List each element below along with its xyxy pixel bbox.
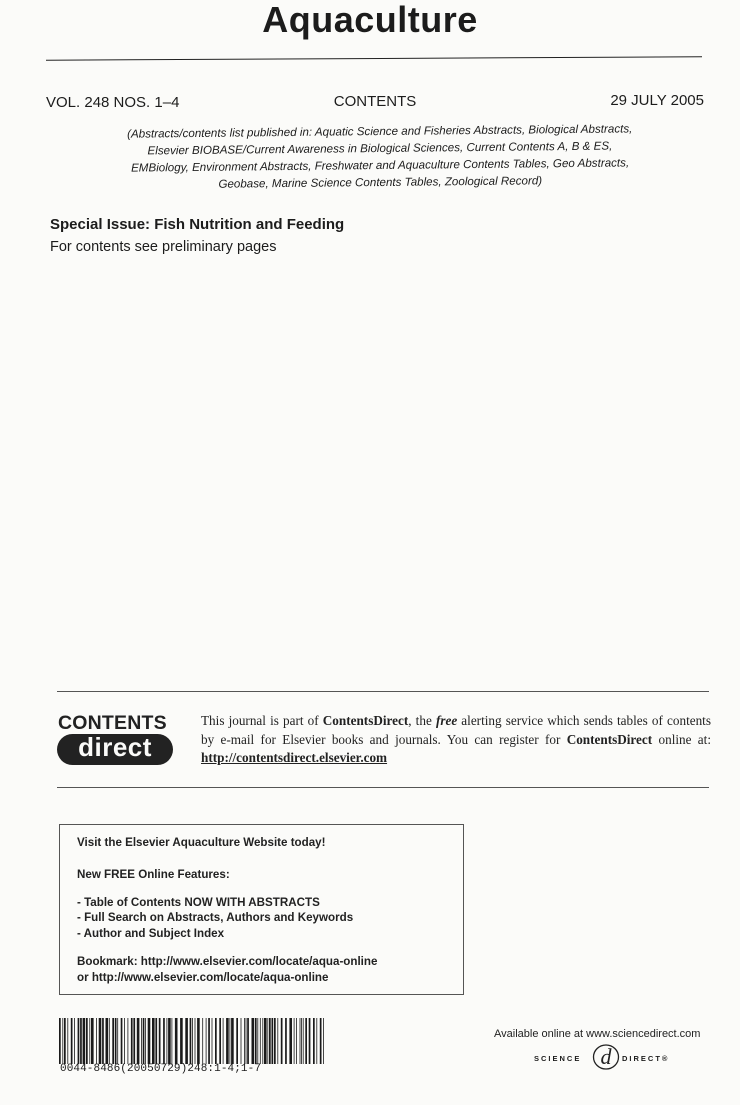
barcode-bar: [289, 1018, 292, 1064]
barcode-bar: [80, 1018, 82, 1064]
abstracts-note-line: Elsevier BIOBASE/Current Awareness in Biological Sciences, Current Contents A, B & ES,: [147, 139, 613, 158]
barcode: [59, 1018, 324, 1064]
barcode-bar: [99, 1018, 102, 1064]
barcode-bar: [309, 1018, 311, 1064]
promo-headline: Visit the Elsevier Aquaculture Website today!: [77, 836, 326, 849]
barcode-bar: [137, 1018, 140, 1064]
header-rule: [46, 56, 702, 60]
barcode-bar: [172, 1018, 173, 1064]
barcode-bar: [163, 1018, 165, 1064]
barcode-bar: [59, 1018, 61, 1064]
barcode-bar: [159, 1018, 161, 1064]
barcode-bar: [86, 1018, 88, 1064]
barcode-bar: [206, 1018, 207, 1064]
barcode-bar: [215, 1018, 217, 1064]
barcode-bar: [152, 1018, 155, 1064]
barcode-bar: [89, 1018, 90, 1064]
available-online-text: Available online at www.sciencedirect.com: [494, 1028, 701, 1040]
barcode-bar: [313, 1018, 315, 1064]
website-promo-box: [59, 824, 464, 995]
barcode-bar: [131, 1018, 133, 1064]
barcode-bar: [143, 1018, 145, 1064]
barcode-bar: [155, 1018, 157, 1064]
barcode-bar: [230, 1018, 231, 1064]
barcode-bar: [257, 1018, 258, 1064]
bookmark-url[interactable]: Bookmark: http://www.elsevier.com/locate/aqua-online: [77, 955, 378, 968]
barcode-bar: [106, 1018, 109, 1064]
barcode-bar: [255, 1018, 257, 1064]
barcode-bar: [294, 1018, 295, 1064]
barcode-bar: [262, 1018, 263, 1064]
sciencedirect-d-icon: [592, 1043, 620, 1071]
barcode-bar: [91, 1018, 94, 1064]
barcode-bar: [167, 1018, 168, 1064]
abstracts-note-line: (Abstracts/contents list published in: Aquatic Science and Fisheries Abstracts, Biological Abstracts,: [127, 122, 633, 141]
barcode-bar: [190, 1018, 192, 1064]
barcode-bar: [241, 1018, 242, 1064]
barcode-bar: [244, 1018, 245, 1064]
barcode-bar: [180, 1018, 183, 1064]
barcode-bar: [64, 1018, 66, 1064]
text-segment: online at:: [652, 731, 711, 747]
feature-item: - Full Search on Abstracts, Authors and Keywords: [77, 911, 354, 924]
text-segment: alerting service which sends tables of contents by e-mail for Elsevier books and journals. You can register for: [201, 713, 711, 747]
free-word: free: [435, 713, 458, 728]
barcode-bar: [300, 1018, 301, 1064]
brand-name: ContentsDirect: [322, 713, 409, 728]
barcode-bar: [272, 1018, 274, 1064]
barcode-bar: [71, 1018, 73, 1064]
barcode-bar: [247, 1018, 249, 1064]
barcode-bar: [277, 1018, 278, 1064]
barcode-bar: [96, 1018, 97, 1064]
barcode-bar: [74, 1018, 75, 1064]
abstracts-note-line: Geobase, Marine Science Contents Tables, Zoological Record): [218, 174, 543, 191]
barcode-bar: [185, 1018, 188, 1064]
barcode-bar: [274, 1018, 276, 1064]
barcode-bar: [267, 1018, 268, 1064]
logo-word-contents: CONTENTS: [58, 712, 167, 734]
features-heading: New FREE Online Features:: [77, 868, 230, 881]
barcode-bar: [78, 1018, 80, 1064]
barcode-bar: [148, 1018, 151, 1064]
barcode-bar: [303, 1018, 304, 1064]
barcode-bar: [219, 1018, 221, 1064]
barcode-bar: [226, 1018, 229, 1064]
barcode-bar: [112, 1018, 114, 1064]
barcode-bar: [124, 1018, 125, 1064]
brand-name: ContentsDirect: [566, 731, 653, 747]
volume-number: VOL. 248 NOS. 1–4: [46, 94, 180, 111]
barcode-bar: [202, 1018, 203, 1064]
barcode-bar: [145, 1018, 146, 1064]
barcode-bar: [223, 1018, 224, 1064]
barcode-bar: [231, 1018, 234, 1064]
barcode-bar: [115, 1018, 117, 1064]
barcode-bar: [320, 1018, 322, 1064]
journal-title: Aquaculture: [262, 0, 478, 40]
barcode-bar: [285, 1018, 287, 1064]
logo-word-direct: direct: [78, 732, 152, 762]
barcode-bar: [141, 1018, 142, 1064]
barcode-bar: [133, 1018, 135, 1064]
barcode-bar: [246, 1018, 247, 1064]
barcode-bar: [168, 1018, 171, 1064]
contents-heading: CONTENTS: [333, 93, 417, 110]
barcode-bar: [301, 1018, 302, 1064]
feature-item: - Author and Subject Index: [77, 927, 225, 940]
barcode-number: 0044-8486(20050729)248:1-4;1-7: [60, 1063, 262, 1075]
divider: [57, 787, 709, 788]
divider: [57, 691, 709, 692]
barcode-bar: [296, 1018, 297, 1064]
barcode-bar: [192, 1018, 193, 1064]
barcode-bar: [236, 1018, 238, 1064]
barcode-bar: [109, 1018, 110, 1064]
text-segment: This journal is part of: [201, 713, 323, 728]
barcode-bar: [175, 1018, 178, 1064]
barcode-bar: [121, 1018, 123, 1064]
contents-direct-link[interactable]: http://contentsdirect.elsevier.com: [201, 750, 388, 765]
bookmark-url-alt[interactable]: or http://www.elsevier.com/locate/aqua-online: [77, 971, 329, 984]
barcode-bar: [83, 1018, 86, 1064]
barcode-bar: [128, 1018, 129, 1064]
text-segment: , the: [408, 713, 436, 728]
barcode-bar: [281, 1018, 283, 1064]
barcode-bar: [117, 1018, 118, 1064]
logo-mark-letter: d: [600, 1044, 612, 1069]
issue-date: 29 JULY 2005: [610, 92, 704, 109]
barcode-bar: [323, 1018, 324, 1064]
special-issue-note: For contents see preliminary pages: [50, 239, 277, 255]
barcode-bar: [305, 1018, 307, 1064]
contents-direct-text: [201, 712, 711, 768]
barcode-bar: [197, 1018, 200, 1064]
barcode-bar: [316, 1018, 317, 1064]
barcode-bar: [252, 1018, 255, 1064]
abstracts-note-line: EMBiology, Environment Abstracts, Freshwater and Aquaculture Contents Tables, Geo Abstracts,: [130, 156, 630, 175]
barcode-bar: [264, 1018, 267, 1064]
contents-direct-logo: [57, 712, 175, 768]
logo-word-direct: DIRECT®: [622, 1054, 670, 1063]
feature-item: - Table of Contents NOW WITH ABSTRACTS: [77, 896, 320, 909]
sciencedirect-logo: [534, 1043, 684, 1071]
barcode-bar: [260, 1018, 261, 1064]
barcode-bar: [269, 1018, 271, 1064]
logo-word-science: SCIENCE: [534, 1054, 582, 1063]
barcode-bar: [208, 1018, 210, 1064]
barcode-bar: [62, 1018, 63, 1064]
barcode-bar: [212, 1018, 213, 1064]
abstracts-note: [85, 120, 676, 194]
special-issue-title: Special Issue: Fish Nutrition and Feeding: [50, 216, 345, 233]
barcode-bar: [195, 1018, 196, 1064]
barcode-bar: [67, 1018, 68, 1064]
barcode-bar: [102, 1018, 104, 1064]
